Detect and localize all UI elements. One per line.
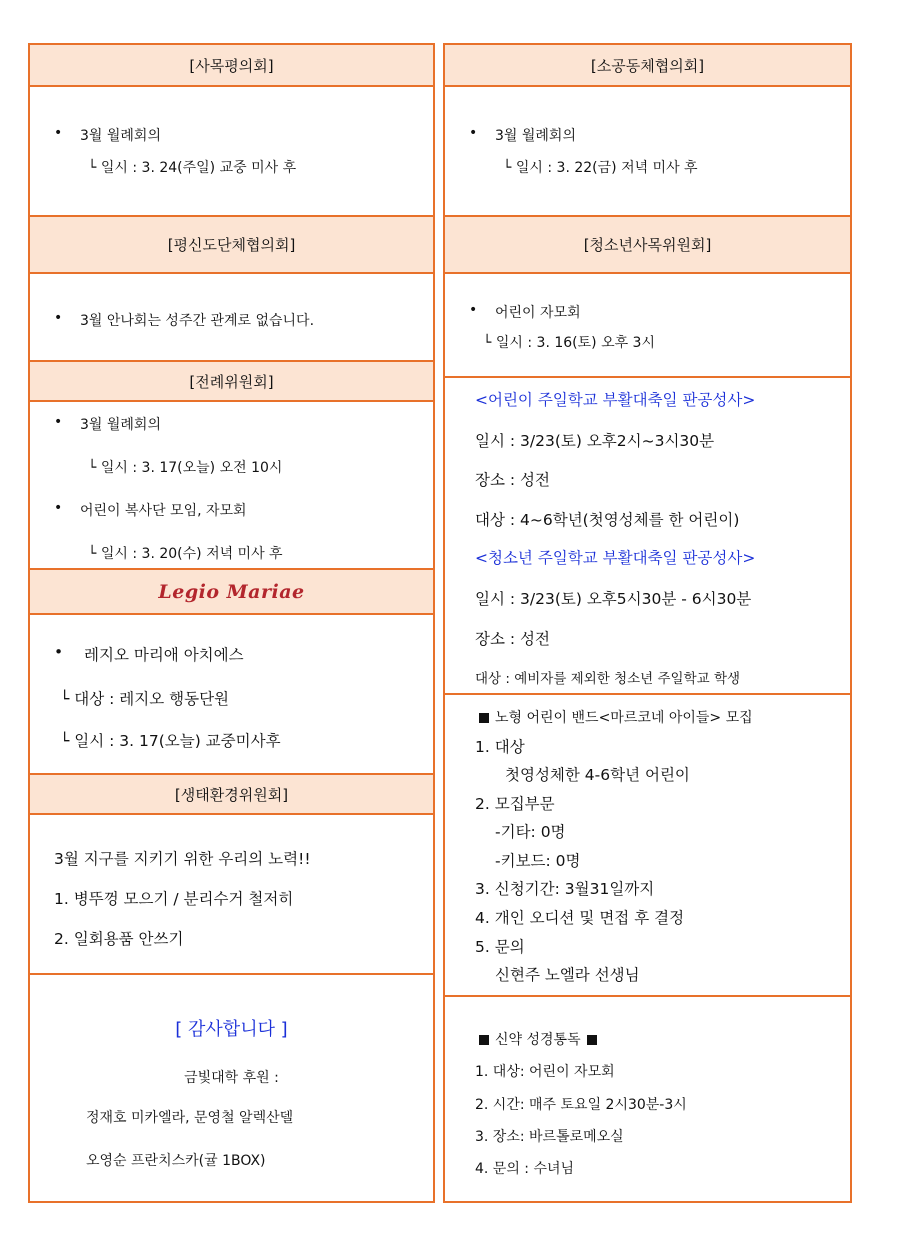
thanks-line3: 오영순 프란치스카(귤 1BOX)	[86, 1153, 266, 1169]
easter-youth-title: <청소년 주일학교 부활대축일 판공성사>	[475, 549, 756, 567]
easter-body	[445, 378, 850, 695]
thanks-body	[30, 975, 433, 1201]
samok-item: 3월 월례회의	[80, 128, 161, 144]
saengtae-header	[30, 775, 433, 815]
samok-title: [사목평의회]	[189, 56, 274, 75]
youth-body	[445, 274, 850, 378]
square-bullet-icon	[479, 713, 489, 723]
bible-l3: 3. 장소: 바르톨로메오실	[475, 1129, 624, 1145]
jeollye-sub2: └ 일시 : 3. 20(수) 저녁 미사 후	[88, 546, 283, 562]
easter-child-title: <어린이 주일학교 부활대축일 판공성사>	[475, 391, 756, 409]
bible-title: 신약 성경통독	[495, 1032, 581, 1048]
bible-l4: 4. 문의 : 수녀님	[475, 1161, 575, 1177]
pyeongsin-header	[30, 217, 433, 274]
bullet: •	[54, 310, 63, 326]
bullet: •	[54, 500, 63, 516]
band-l3: 2. 모집부문	[475, 795, 555, 813]
youth-header	[445, 217, 850, 274]
pyeongsin-title: [평신도단체협의회]	[167, 236, 296, 254]
band-l9: 신현주 노엘라 선생님	[495, 966, 640, 984]
bullet: •	[54, 414, 63, 430]
legio-title: Legio Mariae	[158, 580, 305, 603]
bible-l1: 1. 대상: 어린이 자모회	[475, 1064, 615, 1080]
band-l8: 5. 문의	[475, 938, 525, 956]
legio-sub1: └ 대상 : 레지오 행동단원	[60, 690, 230, 708]
pyeongsin-body	[30, 274, 433, 362]
legio-item: 레지오 마리애 아치에스	[84, 646, 244, 664]
band-l5: -키보드: 0명	[495, 852, 581, 870]
band-title: 노형 어린이 밴드<마르코네 아이들> 모집	[495, 710, 753, 726]
left-column	[28, 43, 435, 1203]
sogong-body	[445, 87, 850, 217]
legio-sub2: └ 일시 : 3. 17(오늘) 교중미사후	[60, 732, 281, 750]
thanks-line1: 금빛대학 후원 :	[184, 1070, 279, 1086]
thanks-title: [ 감사합니다 ]	[175, 1019, 288, 1040]
jeollye-sub1: └ 일시 : 3. 17(오늘) 오전 10시	[88, 460, 283, 476]
bullet: •	[469, 302, 478, 318]
band-l7: 4. 개인 오디션 및 면접 후 결정	[475, 909, 685, 927]
bullet: •	[54, 125, 63, 141]
bullet: •	[54, 643, 64, 661]
band-l1: 1. 대상	[475, 738, 525, 756]
easter-child-target: 대상 : 4~6학년(첫영성체를 한 어린이)	[475, 511, 740, 529]
bible-title-line	[479, 1029, 603, 1049]
easter-child-time: 일시 : 3/23(토) 오후2시~3시30분	[475, 432, 715, 450]
jeollye-title: [전례위원회]	[189, 372, 274, 391]
sogong-title: [소공동체협의회]	[590, 56, 705, 75]
thanks-line2: 정재호 미카엘라, 문영철 알렉산델	[86, 1110, 294, 1126]
pyeongsin-item: 3월 안나회는 성주간 관계로 없습니다.	[80, 313, 315, 329]
saengtae-line3: 2. 일회용품 안쓰기	[54, 930, 184, 948]
square-bullet-icon	[479, 1035, 489, 1045]
jeollye-header	[30, 362, 433, 402]
youth-sub: └ 일시 : 3. 16(토) 오후 3시	[483, 335, 655, 351]
bullet: •	[469, 125, 478, 141]
sogong-header	[445, 45, 850, 87]
sogong-sub: └ 일시 : 3. 22(금) 저녁 미사 후	[503, 160, 698, 176]
legio-body	[30, 615, 433, 775]
easter-youth-target: 대상 : 예비자를 제외한 청소년 주일학교 학생	[475, 671, 741, 687]
samok-sub: └ 일시 : 3. 24(주일) 교중 미사 후	[88, 160, 297, 176]
samok-body	[30, 87, 433, 217]
square-bullet-icon	[587, 1035, 597, 1045]
band-l4: -기타: 0명	[495, 823, 566, 841]
bible-l2: 2. 시간: 매주 토요일 2시30분-3시	[475, 1097, 687, 1113]
saengtae-line1: 3월 지구를 지키기 위한 우리의 노력!!	[54, 850, 311, 868]
jeollye-item2: 어린이 복사단 모임, 자모회	[80, 503, 247, 519]
band-l2: 첫영성체한 4-6학년 어린이	[505, 766, 690, 784]
saengtae-line2: 1. 병뚜껑 모으기 / 분리수거 철저히	[54, 890, 294, 908]
right-column	[443, 43, 852, 1203]
easter-child-place: 장소 : 성전	[475, 471, 550, 489]
band-l6: 3. 신청기간: 3월31일까지	[475, 880, 655, 898]
bible-body	[445, 997, 850, 1201]
youth-item: 어린이 자모회	[495, 305, 581, 321]
band-body	[445, 695, 850, 997]
legio-header	[30, 570, 433, 615]
saengtae-body	[30, 815, 433, 975]
saengtae-title: [생태환경위원회]	[174, 785, 289, 804]
sogong-item: 3월 월례회의	[495, 128, 576, 144]
easter-youth-time: 일시 : 3/23(토) 오후5시30분 - 6시30분	[475, 590, 752, 608]
jeollye-body	[30, 402, 433, 570]
samok-header	[30, 45, 433, 87]
easter-youth-place: 장소 : 성전	[475, 630, 550, 648]
jeollye-item1: 3월 월례회의	[80, 417, 161, 433]
youth-title: [청소년사목위원회]	[583, 236, 712, 254]
band-title-line	[479, 707, 753, 727]
